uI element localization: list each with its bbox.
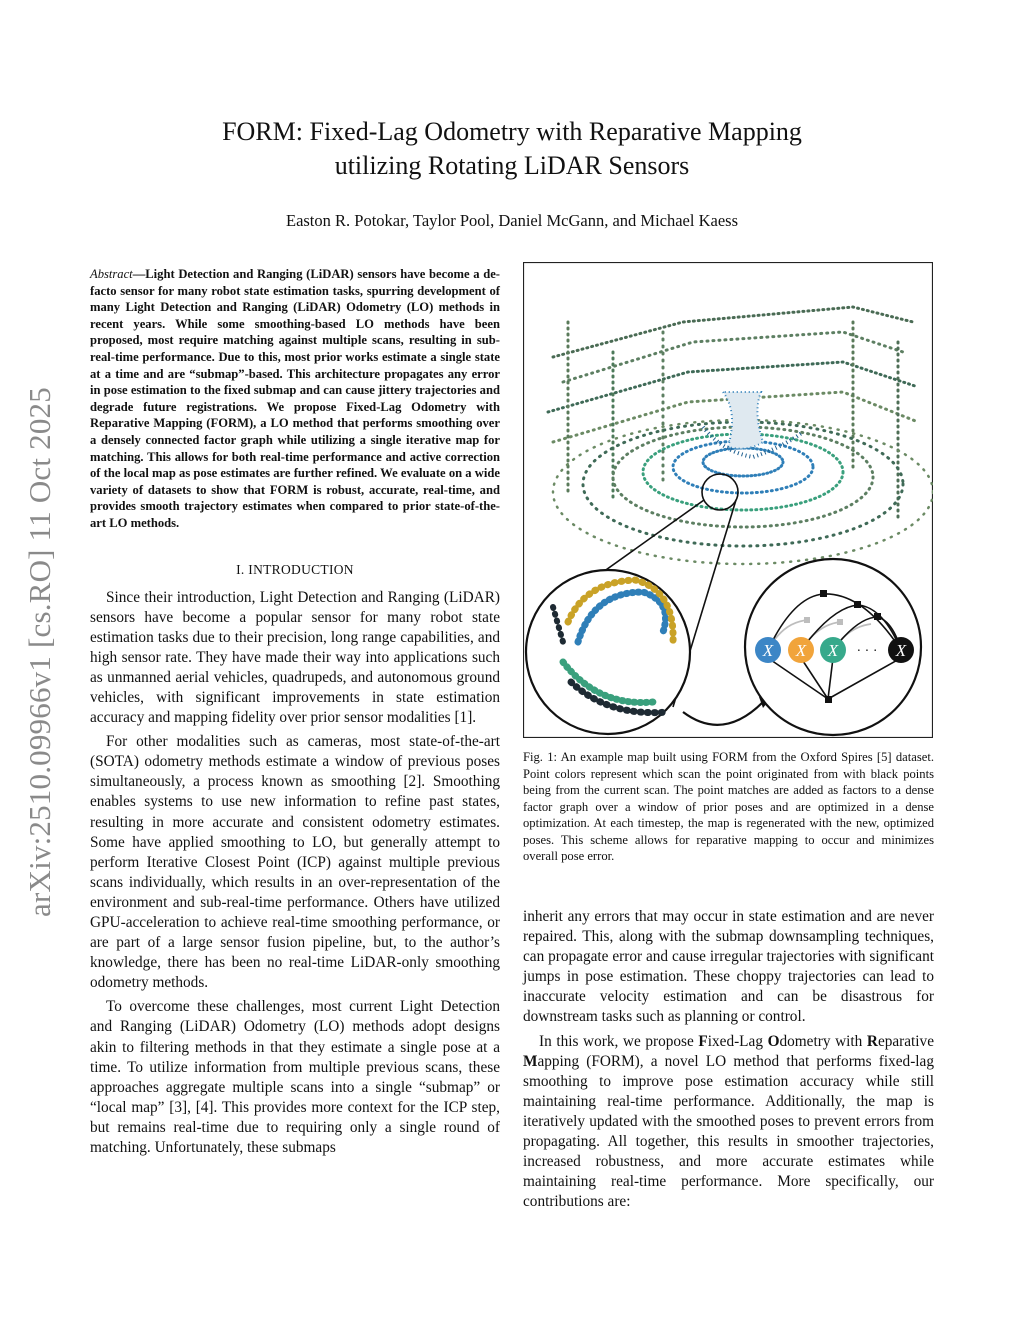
prior-factor-node-1: [804, 617, 810, 623]
abstract-text: Light Detection and Ranging (LiDAR) sensors have become a de-facto sensor for many robot state estimation tasks, spurring development of many Light Detection and Ranging (LiDAR) Odometry (LO) methods in recent years. While some smoothing-based LO methods have been proposed, most require matching against multiple scans, resulting in sub-real-time performance. Due to this, most prior works estimate a single state at a time and are “submap”-based. This architecture propagates any error in pose estimation to the fixed submap and can cause jittery trajectories and degrade future registrations. We propose Fixed-Lag Odometry with Reparative Mapping (FORM), a LO method that performs smoothing over a densely connected factor graph while utilizing a single iterative map for matching. This allows for both real-time performance and active correction of the local map as pose estimates are further refined. We evaluate on a wide variety of datasets to show that FORM is robust, accurate, real-time, and provides smooth trajectory estimates when compared to prior state-of-the-art LO methods.: [90, 267, 500, 530]
zoomed-points-inset: [526, 570, 690, 734]
author-list: Easton R. Potokar, Taylor Pool, Daniel McGann, and Michael Kaess: [285, 211, 738, 230]
factor-node-4: [825, 696, 832, 703]
factor-node-2: [854, 601, 861, 608]
acronym-letter-o: O: [767, 1032, 780, 1050]
factor-node-3: [874, 613, 881, 620]
left-column: [90, 266, 500, 1158]
figure-1-caption: Fig. 1: An example map built using FORM from the Oxford Spires [5] dataset. Point colors represent which scan the point originated from with black points being from the current scan. The point matches are added as factors to a dense factor graph over a window of prior poses and are optimized in a dense optimization. At each timestep, the map is regenerated with the new, optimized poses. This scheme allows for reparative mapping to occur and minimizes overall pose error.: [523, 750, 934, 863]
title-line-2: utilizing Rotating LiDAR Sensors: [334, 151, 690, 180]
contrib-text-2: ixed-Lag: [707, 1032, 768, 1050]
right-paragraph-2: [523, 1032, 934, 1213]
section-heading-introduction: I. INTRODUCTION: [236, 561, 354, 577]
contrib-text-1: In this work, we propose: [539, 1032, 699, 1050]
intro-paragraph-1: Since their introduction, Light Detection and Ranging (LiDAR) sensors have become a popular sensor for many robot state estimation tasks due to their precision, long range capabilities, and high sensor rate. They have made their way into applications such as unmanned aerial vehicles, quadrupeds, and autonomous ground vehicles, with significant improvements in state estimation accuracy and mapping fidelity over prior sensor modalities [1].: [90, 588, 500, 727]
zoom-inset-circle: [526, 570, 690, 734]
abstract-lead: Abstract: [90, 267, 133, 281]
figure-1-graphic: [523, 262, 933, 738]
prior-factor-node-2: [837, 619, 843, 625]
right-column: [523, 907, 934, 1212]
contrib-text-3: dometry with: [779, 1032, 867, 1050]
intro-paragraph-3: To overcome these challenges, most current Light Detection and Ranging (LiDAR) Odometry (LO) methods adopt designs akin to filtering methods in that they estimate a single pose at a time. To utilize information from multiple previous scans, these approaches aggregate multiple scans into a single “submap” or “local map” [3], [4]. This provides more context for the ICP step, but remains real-time due to requiring only a single round of matching. Unfortunately, these submaps: [90, 998, 500, 1157]
pose-ellipsis: · · ·: [856, 644, 878, 659]
title-line-1: FORM: Fixed-Lag Odometry with Reparative Mapping: [222, 117, 802, 146]
factor-graph-inset: [745, 559, 921, 735]
intro-paragraph-2: For other modalities such as cameras, most state-of-the-art (SOTA) odometry methods estimate a window of previous poses simultaneously, a process known as smoothing [2]. Smoothing enables systems to use new information to refine past states, resulting in more accurate and consistent odometry estimates. Some have applied smoothing to LO, but generally attempt to perform Iterative Closest Point (ICP) against multiple previous scans individually, which results in an over-representation of the environment and sub-real-time performance. Others have utilized GPU-acceleration to achieve real-time smoothing performance, or are part of a large sensor fusion pipeline, but, to the author’s knowledge, there has been no real-time LiDAR-only smoothing odometry methods.: [90, 733, 500, 992]
pose-label-3: X: [827, 641, 839, 660]
pose-label-current: X: [895, 641, 907, 660]
right-paragraph-1: inherit any errors that may occur in state estimation and are never repaired. This, along with the submap downsampling techniques, can propagate error and cause irregular trajectories with significant jumps in pose estimation. These choppy trajectories can lead to inaccurate velocity estimation and can be disastrous for downstream tasks such as planning or control.: [523, 908, 934, 1026]
factor-node-1: [820, 590, 827, 597]
arxiv-stamp: arXiv:2510.09966v1 [cs.RO] 11 Oct 2025: [22, 387, 57, 917]
pose-label-1: X: [762, 641, 774, 660]
acronym-letter-f: F: [698, 1032, 708, 1050]
contrib-text-5: apping (FORM), a novel LO method that performs fixed-lag smoothing to improve pose estimation accuracy while still maintaining real-time performance. Additionally, the map is iteratively updated with the smoothed poses to prevent errors from propagating. All together, this results in smoother trajectories, increased robustness, and more accurate estimates while maintaining real-time performance. More specifically, our contributions are:: [523, 1052, 934, 1211]
acronym-letter-r: R: [866, 1032, 878, 1050]
contrib-text-4: eparative: [877, 1032, 934, 1050]
acronym-letter-m: M: [523, 1052, 538, 1070]
figure-1: [523, 262, 933, 738]
abstract: Abstract—Light Detection and Ranging (LiDAR) sensors have become a de-facto sensor for many robot state estimation tasks, spurring development of many Light Detection and Ranging (LiDAR) Odometry (LO) methods in recent years. While some smoothing-based LO methods have been proposed, most require matching against multiple scans, resulting in sub-real-time performance. Due to this, most prior works estimate a single state at a time and are “submap”-based. This architecture propagates any error in pose estimation to the fixed submap and can cause jittery trajectories and degrade future registrations. We propose Fixed-Lag Odometry with Reparative Mapping (FORM), a LO method that performs smoothing over a densely connected factor graph while utilizing a single iterative map for matching. This allows for both real-time performance and active correction of the local map as pose estimates are further refined. We evaluate on a wide variety of datasets to show that FORM is robust, accurate, real-time, and provides smooth trajectory estimates when compared to prior state-of-the-art LO methods.: [90, 267, 500, 530]
paper-title: [120, 115, 904, 183]
pose-label-2: X: [795, 641, 807, 660]
